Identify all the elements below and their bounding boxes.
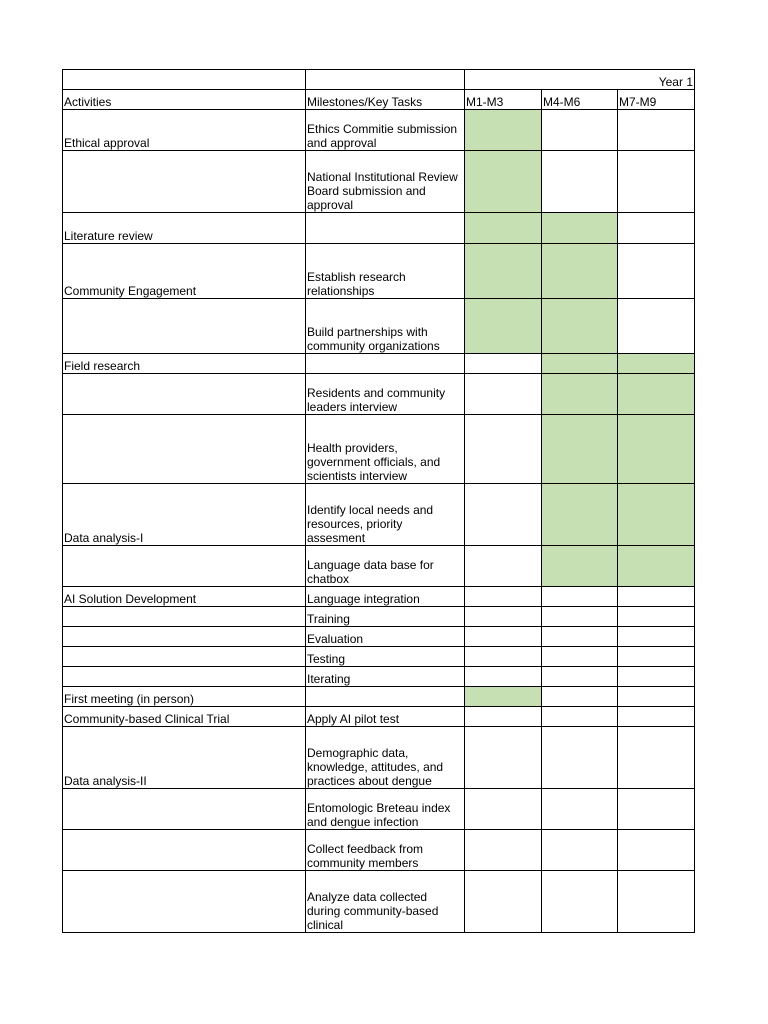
task-cell: Residents and community leaders interview: [306, 374, 465, 415]
activity-cell: [63, 627, 306, 647]
schedule-cell-m1: [465, 299, 542, 354]
table-row: [63, 727, 695, 789]
schedule-cell-m3: [618, 727, 695, 789]
task-cell: National Institutional Review Board submission and approval: [306, 151, 465, 213]
task-cell: [306, 687, 465, 707]
table-row: [63, 151, 695, 213]
activity-cell: [63, 607, 306, 627]
month-header-m7-m9: M7-M9: [618, 90, 695, 110]
schedule-cell-m1: [465, 546, 542, 587]
activity-cell: [63, 374, 306, 415]
task-cell: Health providers, government officials, and scientists interview: [306, 415, 465, 484]
schedule-cell-m2: [542, 110, 618, 151]
schedule-cell-m2: [542, 299, 618, 354]
schedule-cell-m3: [618, 607, 695, 627]
schedule-cell-m1: [465, 667, 542, 687]
schedule-cell-m2: [542, 607, 618, 627]
activity-cell: AI Solution Development: [63, 587, 306, 607]
task-cell: Testing: [306, 647, 465, 667]
timeline-body: [63, 70, 695, 933]
table-row: [63, 213, 695, 244]
table-row: [63, 546, 695, 587]
blank-header-cell: [63, 70, 306, 90]
schedule-cell-m1: [465, 647, 542, 667]
table-row: [63, 627, 695, 647]
schedule-cell-m3: [618, 587, 695, 607]
schedule-cell-m2: [542, 647, 618, 667]
schedule-cell-m3: [618, 687, 695, 707]
schedule-cell-m3: [618, 415, 695, 484]
schedule-cell-m1: [465, 587, 542, 607]
schedule-cell-m2: [542, 354, 618, 374]
table-row: [63, 415, 695, 484]
table-row: [63, 687, 695, 707]
schedule-cell-m2: [542, 627, 618, 647]
activity-cell: Data analysis-II: [63, 727, 306, 789]
table-row: [63, 374, 695, 415]
activity-cell: [63, 415, 306, 484]
schedule-cell-m2: [542, 484, 618, 546]
schedule-cell-m1: [465, 627, 542, 647]
schedule-cell-m1: [465, 415, 542, 484]
milestones-header: Milestones/Key Tasks: [306, 90, 465, 110]
schedule-cell-m2: [542, 707, 618, 727]
schedule-cell-m3: [618, 244, 695, 299]
schedule-cell-m2: [542, 374, 618, 415]
schedule-cell-m3: [618, 627, 695, 647]
schedule-cell-m3: [618, 789, 695, 830]
table-row: [63, 354, 695, 374]
task-cell: Demographic data, knowledge, attitudes, and practices about dengue: [306, 727, 465, 789]
table-row: [63, 587, 695, 607]
task-cell: Ethics Commitie submission and approval: [306, 110, 465, 151]
schedule-cell-m2: [542, 151, 618, 213]
schedule-cell-m3: [618, 151, 695, 213]
table-row: [63, 484, 695, 546]
table-row: [63, 707, 695, 727]
activity-cell: [63, 667, 306, 687]
schedule-cell-m3: [618, 374, 695, 415]
task-cell: Language integration: [306, 587, 465, 607]
activity-cell: [63, 546, 306, 587]
table-row: [63, 830, 695, 871]
timeline-table: [62, 69, 695, 933]
table-row: [63, 607, 695, 627]
schedule-cell-m3: [618, 110, 695, 151]
schedule-cell-m1: [465, 354, 542, 374]
schedule-cell-m2: [542, 587, 618, 607]
schedule-cell-m3: [618, 299, 695, 354]
schedule-cell-m3: [618, 546, 695, 587]
schedule-cell-m1: [465, 213, 542, 244]
schedule-cell-m1: [465, 830, 542, 871]
schedule-cell-m3: [618, 830, 695, 871]
schedule-cell-m3: [618, 667, 695, 687]
column-header-row: [63, 90, 695, 110]
table-row: [63, 299, 695, 354]
schedule-cell-m1: [465, 374, 542, 415]
schedule-cell-m3: [618, 707, 695, 727]
blank-header-cell: [306, 70, 465, 90]
schedule-cell-m2: [542, 687, 618, 707]
schedule-cell-m1: [465, 484, 542, 546]
task-cell: Language data base for chatbox: [306, 546, 465, 587]
task-cell: Iterating: [306, 667, 465, 687]
activity-cell: Community Engagement: [63, 244, 306, 299]
activity-cell: [63, 647, 306, 667]
activity-cell: [63, 299, 306, 354]
year-header-row: [63, 70, 695, 90]
table-row: [63, 667, 695, 687]
schedule-cell-m2: [542, 415, 618, 484]
activity-cell: [63, 871, 306, 933]
table-row: [63, 871, 695, 933]
schedule-cell-m1: [465, 244, 542, 299]
task-cell: Training: [306, 607, 465, 627]
month-header-m4-m6: M4-M6: [542, 90, 618, 110]
activity-cell: Literature review: [63, 213, 306, 244]
table-row: [63, 244, 695, 299]
schedule-cell-m1: [465, 607, 542, 627]
schedule-cell-m2: [542, 789, 618, 830]
task-cell: Analyze data collected during community-based clinical: [306, 871, 465, 933]
task-cell: Establish research relationships: [306, 244, 465, 299]
schedule-cell-m2: [542, 667, 618, 687]
activity-cell: [63, 151, 306, 213]
task-cell: Apply AI pilot test: [306, 707, 465, 727]
schedule-cell-m3: [618, 484, 695, 546]
schedule-cell-m3: [618, 647, 695, 667]
schedule-cell-m2: [542, 213, 618, 244]
schedule-cell-m2: [542, 727, 618, 789]
schedule-cell-m1: [465, 789, 542, 830]
task-cell: [306, 213, 465, 244]
activity-cell: Community-based Clinical Trial: [63, 707, 306, 727]
activity-cell: Ethical approval: [63, 110, 306, 151]
year-label: Year 1: [465, 70, 695, 90]
schedule-cell-m1: [465, 871, 542, 933]
schedule-cell-m2: [542, 830, 618, 871]
activity-cell: First meeting (in person): [63, 687, 306, 707]
schedule-cell-m2: [542, 871, 618, 933]
schedule-cell-m3: [618, 213, 695, 244]
table-row: [63, 647, 695, 667]
activity-cell: [63, 789, 306, 830]
schedule-cell-m2: [542, 546, 618, 587]
schedule-cell-m3: [618, 354, 695, 374]
schedule-cell-m1: [465, 707, 542, 727]
task-cell: Build partnerships with community organizations: [306, 299, 465, 354]
month-header-m1-m3: M1-M3: [465, 90, 542, 110]
activity-cell: Data analysis-I: [63, 484, 306, 546]
task-cell: Collect feedback from community members: [306, 830, 465, 871]
schedule-cell-m1: [465, 110, 542, 151]
schedule-cell-m1: [465, 151, 542, 213]
schedule-cell-m2: [542, 244, 618, 299]
table-row: [63, 789, 695, 830]
task-cell: Entomologic Breteau index and dengue infection: [306, 789, 465, 830]
table-row: [63, 110, 695, 151]
schedule-cell-m1: [465, 687, 542, 707]
schedule-cell-m3: [618, 871, 695, 933]
activities-header: Activities: [63, 90, 306, 110]
schedule-cell-m1: [465, 727, 542, 789]
task-cell: [306, 354, 465, 374]
task-cell: Identify local needs and resources, priority assesment: [306, 484, 465, 546]
activity-cell: Field research: [63, 354, 306, 374]
task-cell: Evaluation: [306, 627, 465, 647]
activity-cell: [63, 830, 306, 871]
